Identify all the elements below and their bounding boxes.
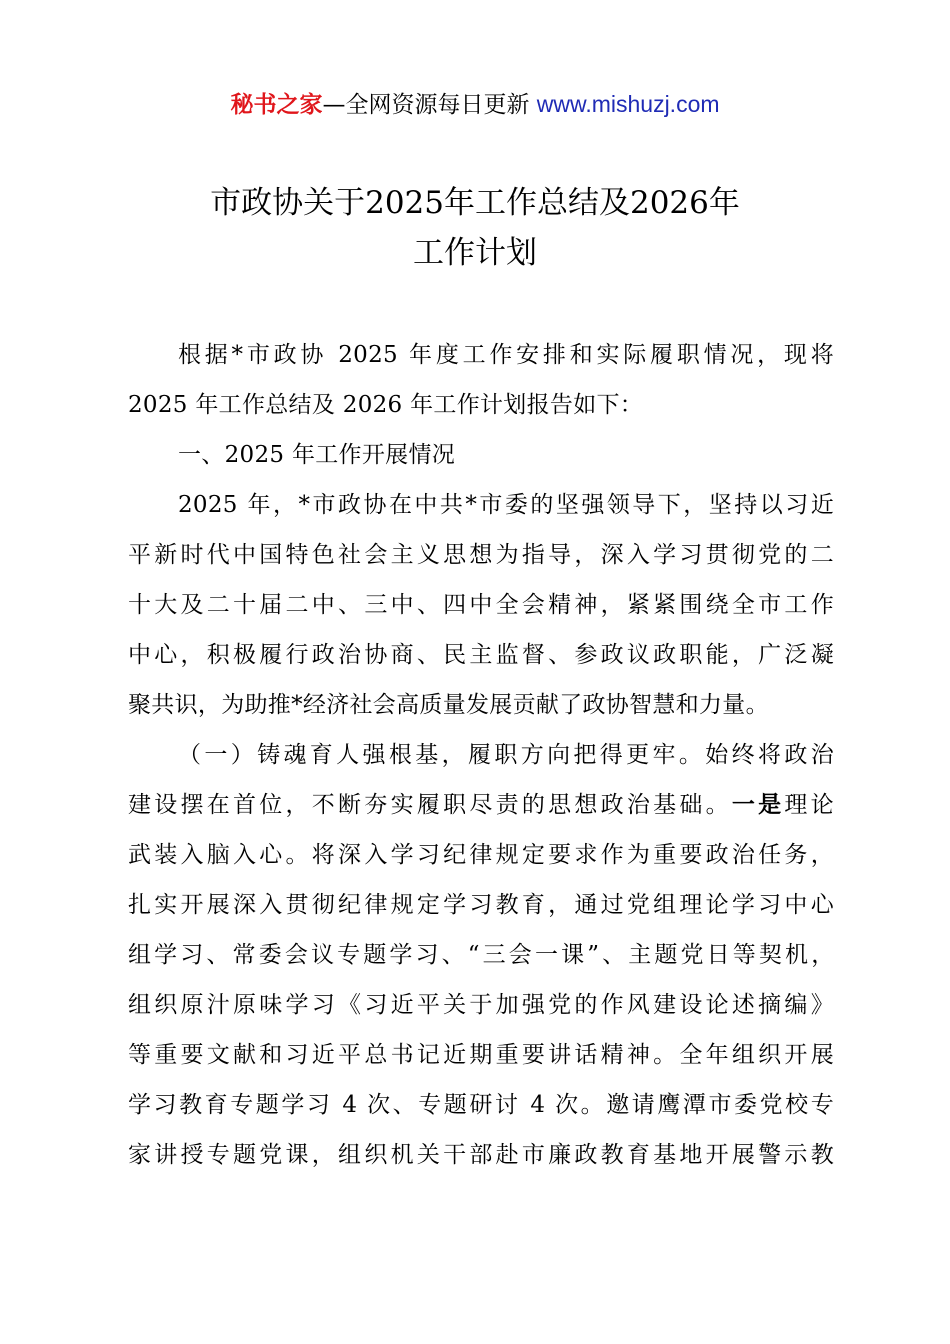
- paragraph-line: 武装入脑入心。将深入学习纪律规定要求作为重要政治任务，: [128, 842, 834, 868]
- paragraph-line: 组织原汁原味学习《习近平关于加强党的作风建设论述摘编》: [128, 992, 834, 1018]
- title-line-2: 工作计划: [413, 235, 537, 271]
- paragraph-line: 平新时代中国特色社会主义思想为指导，深入学习贯彻党的二: [128, 542, 834, 568]
- paragraph-text: 理论: [784, 792, 834, 818]
- subsection-heading-line: （一）铸魂育人强根基，履职方向把得更牢。始终将政治: [178, 742, 834, 768]
- document-title: [100, 178, 850, 278]
- paragraph-line: 等重要文献和习近平总书记近期重要讲话精神。全年组织开展: [128, 1042, 834, 1068]
- title-line-1: 市政协关于2025年工作总结及2026年: [210, 185, 740, 221]
- paragraph-text: 建设摆在首位，不断夯实履职尽责的思想政治基础。: [128, 792, 732, 818]
- intro-line: 根据*市政协 2025 年度工作安排和实际履职情况，现将: [178, 342, 834, 368]
- intro-line: 2025 年工作总结及 2026 年工作计划报告如下：: [128, 392, 644, 418]
- paragraph-line: 学习教育专题学习 4 次、专题研讨 4 次。邀请鹰潭市委党校专: [128, 1092, 834, 1118]
- section-heading: 一、2025 年工作开展情况: [178, 442, 456, 468]
- paragraph-line: 十大及二十届二中、三中、四中全会精神，紧紧围绕全市工作: [128, 592, 834, 618]
- paragraph-line: 家讲授专题党课，组织机关干部赴市廉政教育基地开展警示教: [128, 1142, 834, 1168]
- paragraph-line: 聚共识，为助推*经济社会高质量发展贡献了政协智慧和力量。: [128, 692, 769, 718]
- paragraph-line: [128, 780, 834, 830]
- paragraph-line: 2025 年，*市政协在中共*市委的坚强领导下，坚持以习近: [178, 492, 834, 518]
- document-body: [128, 330, 834, 1180]
- bold-marker: 一是: [731, 792, 785, 818]
- site-brand: 秘书之家: [230, 92, 323, 118]
- site-header: [0, 88, 950, 121]
- paragraph-line: 扎实开展深入贯彻纪律规定学习教育，通过党组理论学习中心: [128, 892, 834, 918]
- site-url-link[interactable]: www.mishuzj.com: [536, 91, 720, 117]
- site-slogan: —全网资源每日更新: [322, 92, 537, 118]
- paragraph-line: 中心，积极履行政治协商、民主监督、参政议政职能，广泛凝: [128, 642, 834, 668]
- paragraph-line: 组学习、常委会议专题学习、“三会一课”、主题党日等契机，: [128, 942, 834, 968]
